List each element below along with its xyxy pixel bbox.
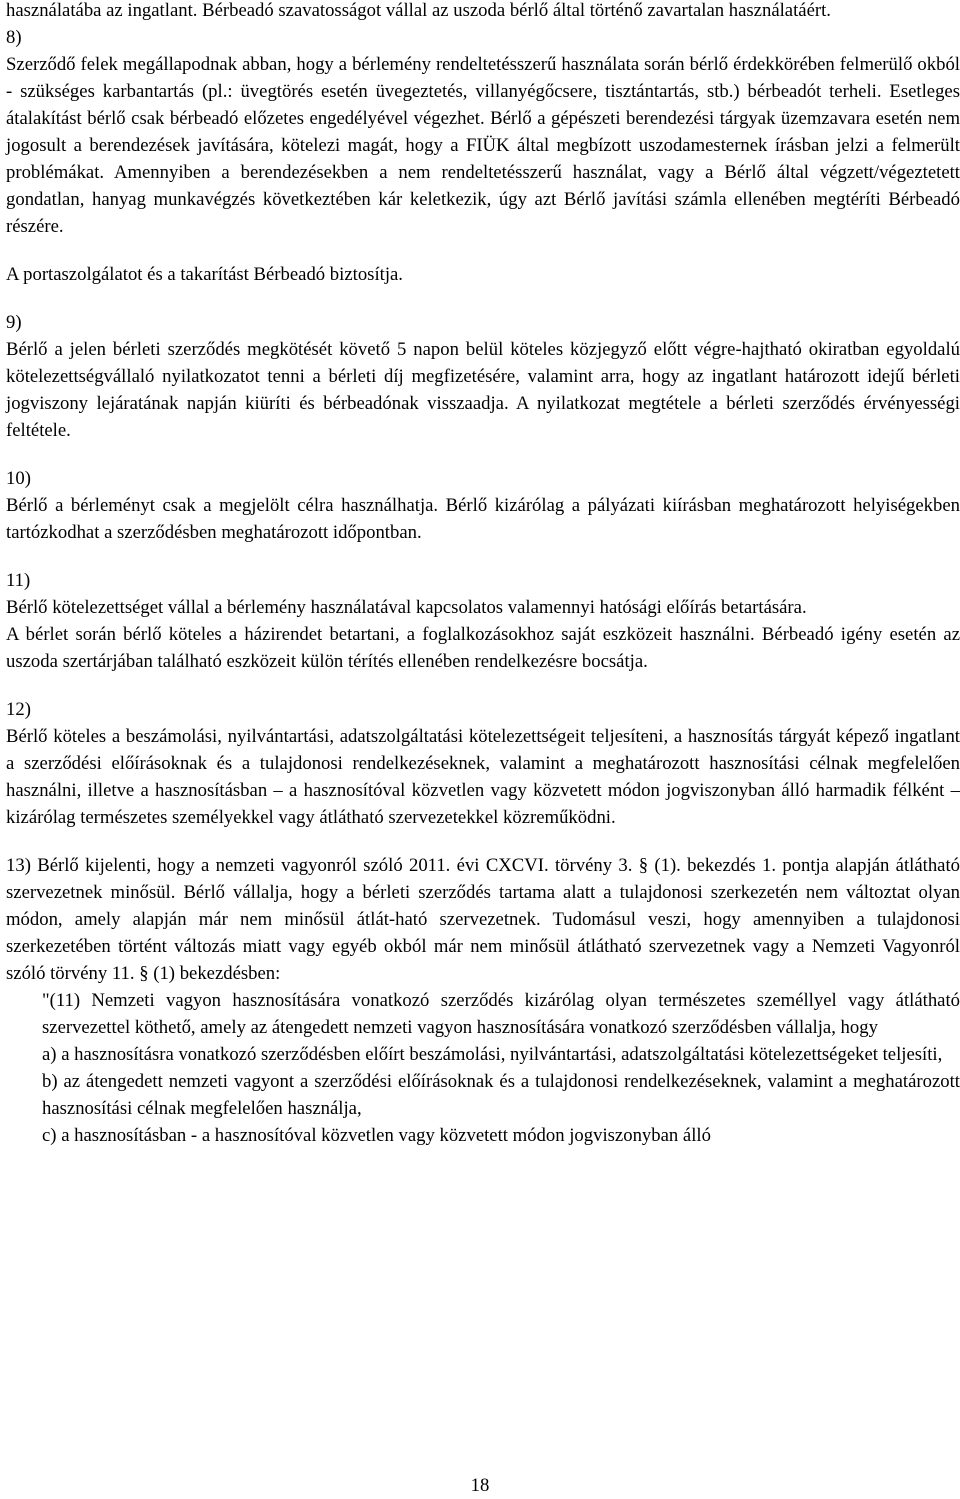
section-13-text: 13) Bérlő kijelenti, hogy a nemzeti vagyonról szóló 2011. évi CXCVI. törvény 3. § (1). bekezdés 1. pontja alapján átlátható szervezetnek minősül. Bérlő vállalja, hogy a bérleti szerződés tartama alatt a tulajdonosi szerkezetén nem változtat olyan módon, amely alapján már nem minősül átlát-ható szervezetnek. Tudomásul veszi, hogy amennyiben a tulajdonosi szerkezetében történt változás miatt vagy egyéb okból már nem minősül átlátható szervezetnek vagy a Nemzeti Vagyonról szóló törvény 11. § (1) bekezdésben: <box>6 855 960 984</box>
section-8-text: Szerződő felek megállapodnak abban, hogy a bérlemény rendeltetésszerű használata során bérlő érdekkörében felmerülő okból - szükséges karbantartás (pl.: üvegtörés esetén üvegeztetés, villanyégőcsere, tisztántartás, stb.) bérbeadót terheli. Esetleges átalakítást bérlő csak bérbeadó előzetes engedélyével végezhet. Bérlő a gépészeti berendezési tárgyak üzemzavara esetén nem jogosult a berendezések javítására, kötelezi magát, hogy a FIÜK által megbízott uszodamesternek írásban jelzi a felmerült problémákat. Amennyiben a berendezésekben a nem rendeltetésszerű használat, vagy a Bérlő által végzett/végeztetett gondatlan, hanyag munkavégzés következtében kár keletkezik, úgy azt Bérlő javítási számla ellenében megtéríti Bérbeadó részére. <box>6 54 960 237</box>
section-11-text-1: Bérlő kötelezettséget vállal a bérlemény használatával kapcsolatos valamennyi hatósági előírás betartására. <box>6 597 807 618</box>
section-11-text-2: A bérlet során bérlő köteles a házirendet betartani, a foglalkozásokhoz saját eszközeit használni. Bérbeadó igény esetén az uszoda szertárjában található eszközeit külön térítés ellenében rendelkezésre bocsátja. <box>6 624 960 672</box>
section-12-text: Bérlő köteles a beszámolási, nyilvántartási, adatszolgáltatási kötelezettségeit teljesíteni, a hasznosítás tárgyát képező ingatlant a szerződési előírásoknak és a tulajdonosi rendelkezéseknek, valamint a meghatározott hasznosítási célnak megfelelően használni, illetve a hasznosításban – a hasznosítóval közvetlen vagy közvetett módon jogviszonyban álló harmadik félként – kizárólag természetes személyekkel vagy átlátható szervezetekkel közreműködni. <box>6 726 960 828</box>
quoted-law-text: "(11) Nemzeti vagyon hasznosítására vonatkozó szerződés kizárólag olyan természetes személlyel vagy átlátható szervezettel köthető, amely az átengedett nemzeti vagyon hasznosítására vonatkozó szerződésben vállalja, hogy <box>42 990 960 1038</box>
law-item-b: b) az átengedett nemzeti vagyont a szerződési előírásoknak és a tulajdonosi rendelkezéseknek, valamint a meghatározott hasznosítási célnak megfelelően használja, <box>42 1071 960 1119</box>
intro-paragraph: használatába az ingatlant. Bérbeadó szavatosságot vállal az uszoda bérlő által történő zavartalan használatáért. <box>6 0 831 21</box>
section-12-number: 12) <box>6 699 31 720</box>
section-9-text: Bérlő a jelen bérleti szerződés megkötését követő 5 napon belül köteles közjegyző előtt végre-hajtható okiratban egyoldalú kötelezettségvállaló nyilatkozatot tenni a bérleti díj megfizetésére, valamint arra, hogy az ingatlant határozott idejű bérleti jogviszony lejáratának napján kiüríti és bérbeadónak visszaadja. A nyilatkozat megtétele a bérleti szerződés érvényességi feltétele. <box>6 339 960 441</box>
section-11-number: 11) <box>6 570 31 591</box>
section-8-extra: A portaszolgálatot és a takarítást Bérbeadó biztosítja. <box>6 264 403 285</box>
section-9-number: 9) <box>6 312 22 333</box>
section-10-text: Bérlő a bérleményt csak a megjelölt célra használhatja. Bérlő kizárólag a pályázati kiírásban meghatározott helyiségekben tartózkodhat a szerződésben meghatározott időpontban. <box>6 495 960 543</box>
section-8-number: 8) <box>6 27 22 48</box>
document-page <box>6 0 960 1149</box>
section-10-number: 10) <box>6 468 31 489</box>
page-number: 18 <box>470 1475 490 1496</box>
law-item-c: c) a hasznosításban - a hasznosítóval közvetlen vagy közvetett módon jogviszonyban álló <box>42 1125 711 1146</box>
law-item-a: a) a hasznosításra vonatkozó szerződésben előírt beszámolási, nyilvántartási, adatszolgáltatási kötelezettségeket teljesíti, <box>42 1044 943 1065</box>
